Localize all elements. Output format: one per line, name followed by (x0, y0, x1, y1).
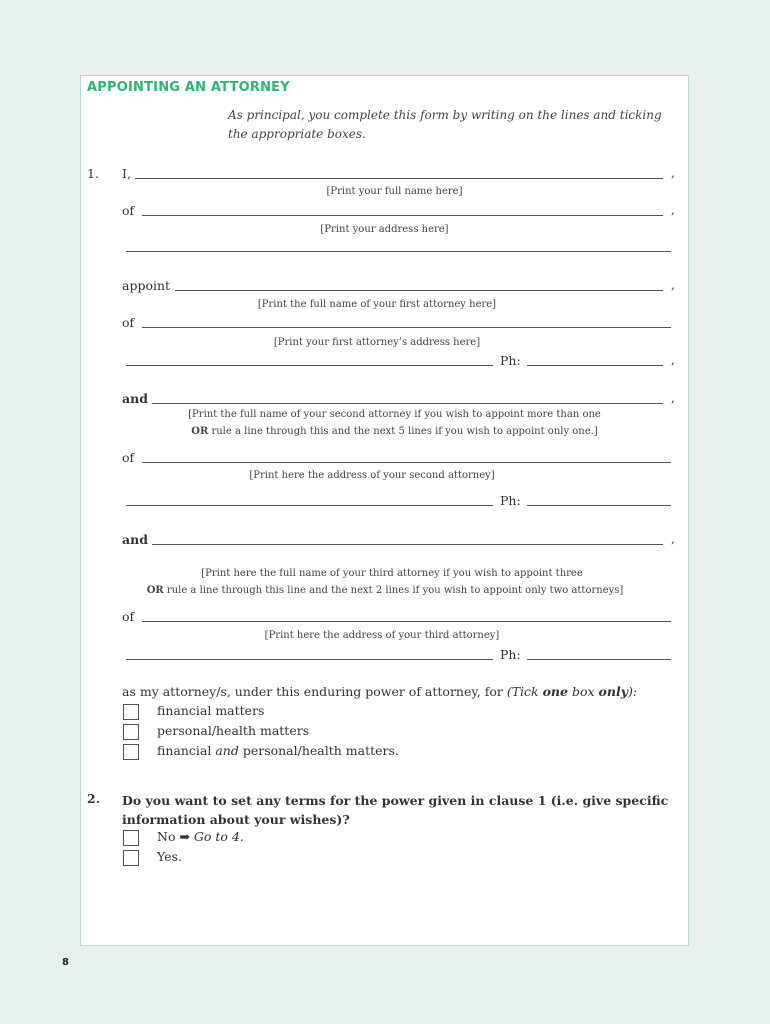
option-and: and (215, 743, 239, 758)
yes-checkbox[interactable] (123, 850, 139, 866)
third-attorney-name-line[interactable] (152, 544, 663, 545)
comma: , (671, 203, 675, 217)
as-attorney-text (122, 684, 637, 699)
no-checkbox[interactable] (123, 830, 139, 846)
tick-box-word: box (567, 684, 599, 699)
phone-label: Ph: (500, 353, 521, 368)
period: . (239, 829, 244, 844)
first-attorney-address-line-1[interactable] (142, 327, 671, 328)
of-label: of (122, 609, 135, 624)
comma: , (671, 532, 675, 546)
personal-health-checkbox[interactable] (123, 724, 139, 740)
financial-matters-checkbox[interactable] (123, 704, 139, 720)
first-attorney-address-hint: [Print your first attorney’s address here] (273, 337, 481, 348)
financial-matters-label: financial matters (157, 703, 265, 718)
phone-label: Ph: (500, 493, 521, 508)
tick-close: ): (627, 684, 638, 699)
or-emphasis: OR (146, 585, 164, 596)
clause-2-number: 2. (87, 791, 101, 806)
principal-address-hint: [Print your address here] (320, 224, 449, 235)
of-label: of (122, 315, 135, 330)
personal-health-label: personal/health matters (157, 723, 310, 738)
option-text: personal/health matters. (238, 743, 399, 758)
comma: , (671, 391, 675, 405)
phone-label: Ph: (500, 647, 521, 662)
and-label: and (122, 532, 148, 547)
comma: , (671, 353, 675, 367)
financial-and-personal-label (157, 743, 399, 758)
of-label: of (122, 203, 135, 218)
first-attorney-name-line[interactable] (175, 290, 663, 291)
appoint-label: appoint (122, 278, 171, 293)
principal-address-line-1[interactable] (142, 215, 663, 216)
principal-address-line-2[interactable] (126, 251, 671, 252)
comma: , (671, 278, 675, 292)
third-attorney-phone-line[interactable] (527, 659, 671, 660)
and-label: and (122, 391, 148, 406)
tick-only: only (598, 684, 628, 699)
second-attorney-name-hint-line2 (122, 426, 667, 437)
third-attorney-address-hint: [Print here the address of your third attorney] (264, 630, 500, 641)
first-attorney-address-line-2[interactable] (126, 365, 493, 366)
second-attorney-name-line[interactable] (152, 403, 663, 404)
yes-option-label: Yes. (157, 849, 182, 864)
second-attorney-address-line-1[interactable] (142, 462, 671, 463)
no-label: No (157, 829, 176, 844)
first-attorney-name-hint: [Print the full name of your first attorney here] (257, 299, 497, 310)
page-title: APPOINTING AN ATTORNEY (87, 80, 290, 95)
first-attorney-phone-line[interactable] (527, 365, 663, 366)
second-attorney-name-hint-line1: [Print the full name of your second attorney if you wish to appoint more than one (188, 409, 601, 420)
hint-text: rule a line through this line and the next 2 lines if you wish to appoint only two attorneys] (163, 585, 624, 596)
principal-name-hint: [Print your full name here] (326, 186, 463, 197)
tick-open: (Tick (506, 684, 543, 699)
second-attorney-phone-line[interactable] (527, 505, 671, 506)
clause-2-question: Do you want to set any terms for the power given in clause 1 (i.e. give specific information about your wishes)? (122, 793, 669, 827)
page-number: 8 (62, 957, 69, 968)
third-attorney-name-hint-line1: [Print here the full name of your third attorney if you wish to appoint three (201, 568, 583, 579)
intro-text: As principal, you complete this form by writing on the lines and ticking the appropriate boxes. (228, 108, 662, 141)
comma: , (671, 166, 675, 180)
financial-and-personal-checkbox[interactable] (123, 744, 139, 760)
third-attorney-name-hint-line2 (110, 585, 660, 596)
go-to-instruction: Go to 4 (193, 829, 240, 844)
or-emphasis: OR (191, 426, 209, 437)
second-attorney-address-hint: [Print here the address of your second attorney] (249, 470, 495, 481)
name-prefix-label: I, (122, 166, 131, 181)
as-attorney-lead: as my attorney/s, under this enduring power of attorney, for (122, 684, 507, 699)
option-text: financial (157, 743, 216, 758)
tick-instruction (507, 684, 637, 699)
no-option-label (157, 829, 244, 844)
second-attorney-address-line-2[interactable] (126, 505, 493, 506)
of-label: of (122, 450, 135, 465)
principal-name-line[interactable] (135, 178, 663, 179)
hint-text: rule a line through this and the next 5 lines if you wish to appoint only one.] (208, 426, 598, 437)
tick-one: one (542, 684, 568, 699)
clause-1-number: 1. (87, 166, 99, 181)
third-attorney-address-line-2[interactable] (126, 659, 493, 660)
third-attorney-address-line-1[interactable] (142, 621, 671, 622)
arrow-right-icon: ➡ (179, 829, 190, 844)
